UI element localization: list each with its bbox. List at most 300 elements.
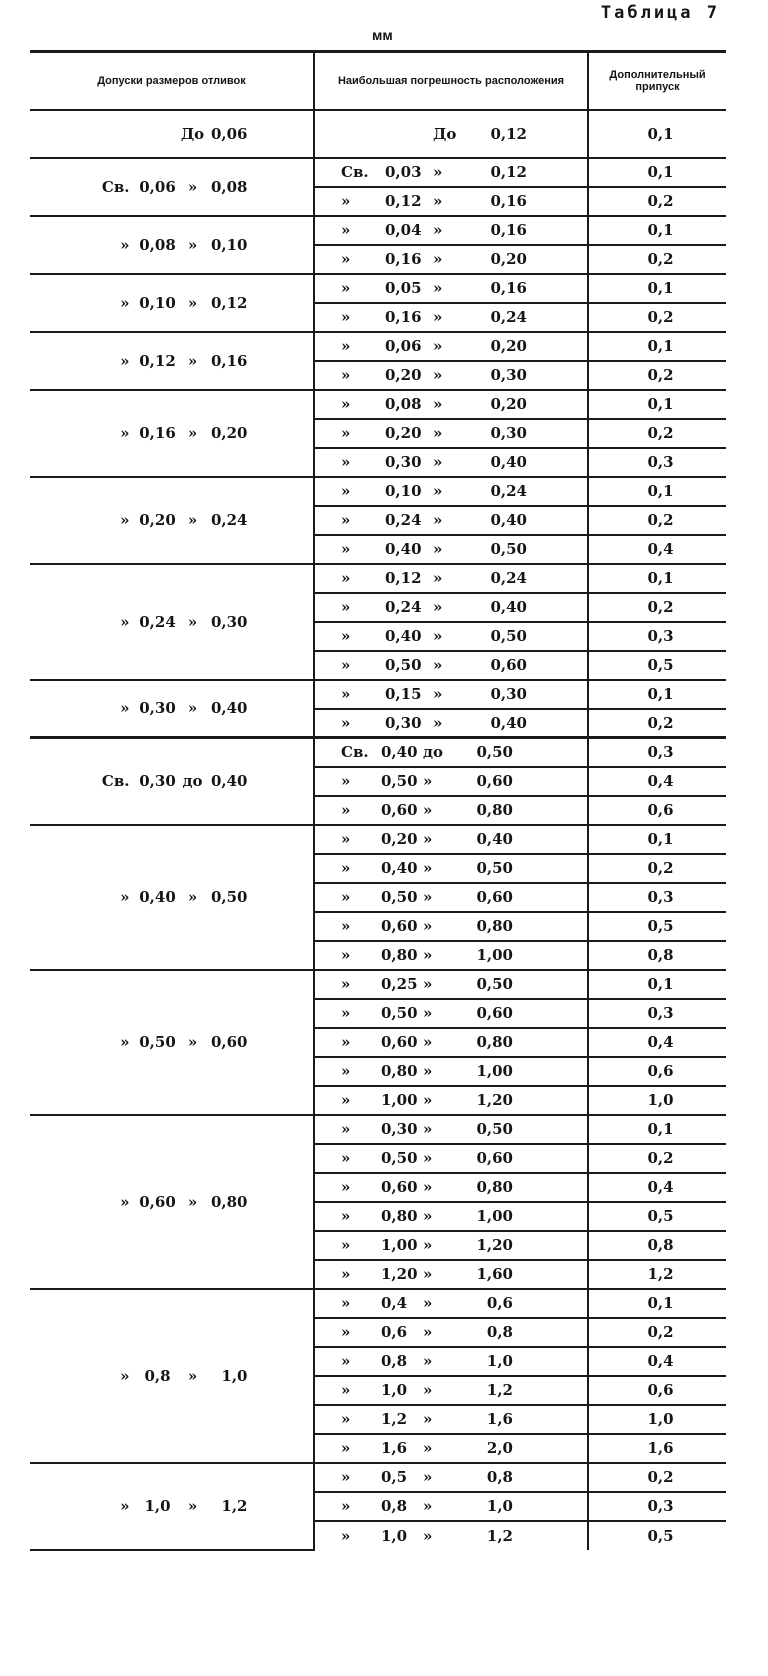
error-conj: » — [433, 366, 443, 384]
tolerance-to: 0,24 — [210, 511, 248, 529]
tolerance-conj: » — [187, 1192, 198, 1211]
table-row — [30, 158, 726, 187]
table-body — [30, 110, 726, 1550]
error-from: 0,60 — [381, 1033, 418, 1051]
error-from: 0,60 — [381, 917, 418, 935]
tolerance-from: 0,30 — [139, 772, 176, 791]
allowance-cell: 0,2 — [588, 303, 726, 332]
error-cell — [314, 332, 588, 361]
allowance-cell: 0,2 — [588, 1463, 726, 1492]
error-cell — [314, 1231, 588, 1260]
error-cell — [314, 506, 588, 535]
error-from: 0,08 — [385, 395, 422, 413]
allowance-cell: 0,2 — [588, 854, 726, 883]
error-from: 0,03 — [385, 163, 422, 181]
error-prefix: » — [341, 453, 351, 471]
error-conj: до — [423, 743, 444, 762]
error-cell — [314, 651, 588, 680]
error-to: 0,80 — [476, 917, 513, 935]
tolerance-range — [96, 511, 248, 529]
error-prefix: » — [341, 337, 351, 355]
error-to: 1,2 — [486, 1381, 513, 1399]
tolerance-cell — [30, 158, 314, 216]
error-from: 0,8 — [381, 1497, 408, 1515]
error-from: 0,12 — [385, 192, 422, 210]
error-prefix: » — [341, 801, 351, 819]
tolerance-prefix: » — [120, 1192, 130, 1211]
allowance-cell: 0,3 — [588, 738, 726, 767]
error-cell — [314, 854, 588, 883]
tolerance-to: 0,10 — [210, 235, 248, 254]
error-prefix: » — [341, 424, 351, 442]
error-prefix: » — [341, 1207, 351, 1225]
tolerance-conj: » — [187, 177, 198, 196]
error-from: 1,00 — [381, 1236, 418, 1254]
table-row — [30, 216, 726, 245]
tolerance-to: 0,06 — [210, 124, 248, 143]
error-from: 1,6 — [381, 1439, 408, 1457]
error-to: 0,60 — [476, 888, 513, 906]
tolerance-from: 0,16 — [139, 424, 176, 442]
allowance-cell: 0,1 — [588, 1289, 726, 1318]
error-from: 0,50 — [381, 772, 418, 790]
error-prefix: » — [341, 366, 351, 384]
allowance-cell: 0,6 — [588, 1057, 726, 1086]
error-conj: » — [423, 1323, 433, 1341]
allowance-cell: 0,5 — [588, 651, 726, 680]
tolerance-cell — [30, 825, 314, 970]
tolerance-range — [96, 1497, 248, 1515]
error-prefix: » — [341, 1526, 351, 1545]
error-cell — [314, 419, 588, 448]
error-from: 0,20 — [385, 424, 422, 442]
error-prefix: » — [341, 1352, 351, 1370]
tolerance-conj: » — [187, 351, 198, 370]
tolerance-cell — [30, 216, 314, 274]
tolerance-conj: » — [187, 293, 198, 312]
tolerance-prefix: » — [120, 235, 130, 254]
error-cell — [314, 361, 588, 390]
error-to: 1,0 — [486, 1352, 513, 1370]
error-to: 0,50 — [476, 743, 513, 762]
error-conj: » — [433, 395, 443, 413]
error-to: 0,50 — [490, 627, 527, 645]
tolerance-prefix: » — [120, 351, 130, 370]
error-prefix: » — [341, 395, 351, 413]
allowance-cell: 0,2 — [588, 361, 726, 390]
tolerance-to: 0,40 — [210, 772, 248, 791]
tolerance-range — [96, 1193, 248, 1211]
tolerance-range — [96, 236, 248, 254]
error-prefix: » — [341, 859, 351, 877]
col-header-tolerance: Допуски размеров отливок — [30, 52, 314, 110]
tolerance-conj: » — [187, 699, 198, 718]
col-header-error: Наибольшая погрешность расположения — [314, 52, 588, 110]
error-prefix: » — [341, 1062, 351, 1080]
error-to: 0,40 — [490, 511, 527, 529]
error-cell — [314, 245, 588, 274]
error-from: 0,8 — [381, 1352, 408, 1370]
error-cell — [314, 477, 588, 506]
error-from: 0,05 — [385, 279, 422, 297]
error-prefix: » — [341, 250, 351, 268]
table-row — [30, 825, 726, 854]
error-to: 0,50 — [476, 1120, 513, 1138]
allowance-cell: 0,8 — [588, 1231, 726, 1260]
error-from: 0,40 — [385, 627, 422, 645]
allowance-cell: 0,1 — [588, 390, 726, 419]
error-prefix: » — [341, 1381, 351, 1399]
allowance-cell: 0,1 — [588, 274, 726, 303]
table-row — [30, 1289, 726, 1318]
error-from: 1,20 — [381, 1265, 418, 1283]
error-from: 0,06 — [385, 337, 422, 355]
error-cell — [314, 1086, 588, 1115]
error-to: 0,20 — [490, 337, 527, 355]
error-prefix: » — [341, 221, 351, 239]
error-conj: » — [433, 511, 443, 529]
error-to: 0,50 — [490, 540, 527, 558]
tolerance-conj: » — [187, 612, 198, 631]
allowance-cell: 0,1 — [588, 216, 726, 245]
error-conj: » — [433, 192, 443, 210]
error-prefix: » — [341, 1265, 351, 1283]
error-from: 0,16 — [385, 308, 422, 326]
tolerance-range — [96, 125, 248, 143]
error-prefix: » — [341, 975, 351, 993]
allowance-cell: 0,5 — [588, 912, 726, 941]
error-conj: » — [423, 801, 433, 819]
tolerance-to: 0,12 — [210, 293, 248, 312]
header-row — [30, 52, 726, 110]
error-cell — [314, 825, 588, 854]
allowance-cell: 0,3 — [588, 448, 726, 477]
allowance-cell: 0,3 — [588, 999, 726, 1028]
error-cell — [314, 187, 588, 216]
error-to: 0,60 — [476, 772, 513, 790]
error-cell — [314, 448, 588, 477]
error-to: 1,20 — [476, 1236, 513, 1254]
error-to: 0,16 — [490, 279, 527, 297]
error-conj: » — [423, 1352, 433, 1370]
allowance-cell: 0,2 — [588, 1318, 726, 1347]
error-from: 0,4 — [381, 1294, 408, 1312]
error-to: 1,6 — [486, 1410, 513, 1428]
error-cell — [314, 1028, 588, 1057]
error-conj: » — [423, 1526, 433, 1545]
tolerance-prefix: » — [120, 1033, 130, 1051]
col-header-allowance: Дополнительный припуск — [588, 52, 726, 110]
error-prefix: » — [341, 1497, 351, 1515]
error-conj: » — [423, 1033, 433, 1051]
tolerance-from: 0,06 — [139, 177, 176, 196]
error-to: 0,12 — [490, 124, 527, 143]
tolerance-conj: » — [187, 235, 198, 254]
error-cell — [314, 1115, 588, 1144]
tolerance-from: 0,60 — [139, 1192, 176, 1211]
error-prefix: » — [341, 1410, 351, 1428]
tolerance-to: 1,0 — [221, 1366, 248, 1385]
allowance-cell: 0,4 — [588, 1347, 726, 1376]
error-conj: » — [423, 888, 433, 906]
error-prefix: » — [341, 1178, 351, 1196]
tolerance-range — [96, 424, 248, 442]
table-row — [30, 332, 726, 361]
error-cell — [314, 535, 588, 564]
error-conj: » — [433, 424, 443, 442]
error-conj: » — [423, 1294, 433, 1312]
allowance-cell: 0,1 — [588, 564, 726, 593]
tolerance-cell — [30, 1289, 314, 1463]
error-from: 0,30 — [385, 713, 422, 732]
tolerance-conj: » — [187, 424, 198, 442]
tolerance-prefix: » — [120, 511, 130, 529]
error-conj: » — [423, 830, 433, 848]
tolerance-prefix: » — [120, 1366, 130, 1385]
error-prefix: » — [341, 1033, 351, 1051]
error-to: 0,8 — [486, 1468, 513, 1486]
error-conj: » — [423, 772, 433, 790]
table-row — [30, 970, 726, 999]
error-prefix: » — [341, 1120, 351, 1138]
error-prefix: » — [341, 1004, 351, 1022]
tolerance-to: 0,16 — [210, 351, 248, 370]
error-from: 0,16 — [385, 250, 422, 268]
error-cell — [314, 1202, 588, 1231]
error-to: 1,2 — [486, 1526, 513, 1545]
table-row — [30, 1463, 726, 1492]
error-to: 0,80 — [476, 801, 513, 819]
error-to: 0,16 — [490, 192, 527, 210]
error-conj: » — [433, 163, 443, 181]
error-from: 0,50 — [381, 1149, 418, 1167]
tolerance-range — [96, 294, 248, 312]
table-number: Таблица 7 — [600, 3, 720, 23]
tolerance-range — [96, 178, 248, 196]
tolerance-cell — [30, 970, 314, 1115]
error-conj: » — [433, 337, 443, 355]
error-cell — [314, 622, 588, 651]
allowance-cell: 0,6 — [588, 796, 726, 825]
allowance-cell: 0,4 — [588, 1173, 726, 1202]
error-conj: » — [433, 569, 443, 587]
error-prefix: » — [341, 917, 351, 935]
error-conj: » — [433, 308, 443, 326]
error-cell — [314, 1289, 588, 1318]
error-to: 0,16 — [490, 221, 527, 239]
error-cell — [314, 1405, 588, 1434]
error-to: 0,24 — [490, 308, 527, 326]
tolerance-conj: » — [187, 1366, 198, 1385]
allowance-cell: 0,4 — [588, 767, 726, 796]
error-cell — [314, 999, 588, 1028]
tolerance-prefix: Св. — [101, 772, 130, 791]
error-conj: » — [423, 946, 433, 964]
error-cell — [314, 738, 588, 767]
allowance-cell: 0,1 — [588, 970, 726, 999]
error-to: 0,80 — [476, 1178, 513, 1196]
error-to: 1,20 — [476, 1091, 513, 1109]
error-cell — [314, 1173, 588, 1202]
error-prefix: » — [341, 540, 351, 558]
error-to: 0,60 — [490, 656, 527, 674]
units-label: мм — [372, 27, 393, 43]
tolerance-conj: » — [187, 511, 198, 529]
error-to: 1,0 — [486, 1497, 513, 1515]
error-conj: » — [423, 1207, 433, 1225]
error-to: 0,30 — [490, 366, 527, 384]
table-row — [30, 1115, 726, 1144]
error-cell — [314, 303, 588, 332]
tolerance-cell — [30, 110, 314, 158]
error-conj: » — [423, 1265, 433, 1283]
error-to: 0,40 — [476, 830, 513, 848]
tolerance-to: 0,80 — [210, 1192, 248, 1211]
tolerance-from: 0,24 — [139, 612, 176, 631]
tolerance-from: 0,20 — [139, 511, 176, 529]
table-row — [30, 274, 726, 303]
error-to: 1,00 — [476, 1207, 513, 1225]
error-conj: » — [423, 1091, 433, 1109]
allowance-cell: 0,1 — [588, 158, 726, 187]
allowance-cell: 0,2 — [588, 593, 726, 622]
tolerance-prefix: » — [120, 699, 130, 718]
error-prefix: » — [341, 1468, 351, 1486]
tolerance-cell — [30, 1463, 314, 1550]
error-prefix: » — [341, 1439, 351, 1457]
error-conj: » — [423, 975, 433, 993]
error-to: 0,6 — [486, 1294, 513, 1312]
allowance-cell: 0,1 — [588, 825, 726, 854]
error-cell — [314, 970, 588, 999]
error-cell — [314, 1057, 588, 1086]
table-row — [30, 390, 726, 419]
error-conj: » — [423, 1439, 433, 1457]
error-from: 0,40 — [381, 743, 418, 762]
error-conj: » — [433, 598, 443, 616]
table-row — [30, 477, 726, 506]
tolerance-from: 0,8 — [144, 1366, 171, 1385]
tolerance-conj: » — [187, 1033, 198, 1051]
error-from: 0,04 — [385, 221, 422, 239]
allowance-cell: 0,1 — [588, 477, 726, 506]
error-prefix: » — [341, 511, 351, 529]
error-from: 0,20 — [385, 366, 422, 384]
tolerance-range — [96, 352, 248, 370]
allowance-cell: 0,4 — [588, 1028, 726, 1057]
error-from: 0,15 — [385, 685, 422, 703]
table-row — [30, 680, 726, 709]
error-cell — [314, 158, 588, 187]
error-to: 0,40 — [490, 713, 527, 732]
error-prefix: » — [341, 192, 351, 210]
error-conj: » — [423, 1381, 433, 1399]
error-to: 1,00 — [476, 1062, 513, 1080]
tolerance-to: 0,30 — [210, 612, 248, 631]
tolerance-range — [96, 699, 248, 717]
tolerance-cell — [30, 390, 314, 477]
error-from: 0,30 — [385, 453, 422, 471]
error-to: 1,60 — [476, 1265, 513, 1283]
tolerance-range — [96, 1367, 248, 1385]
tolerance-from: 0,08 — [139, 235, 176, 254]
allowance-cell: 0,8 — [588, 941, 726, 970]
error-conj: » — [423, 1410, 433, 1428]
error-from: 0,12 — [385, 569, 422, 587]
error-from: 0,60 — [381, 1178, 418, 1196]
error-to: 0,20 — [490, 250, 527, 268]
error-conj: » — [433, 279, 443, 297]
allowance-cell: 0,1 — [588, 680, 726, 709]
error-conj: » — [423, 1004, 433, 1022]
tolerance-from: 0,40 — [139, 888, 176, 906]
tolerance-to: 0,50 — [210, 888, 248, 906]
error-prefix: » — [341, 569, 351, 587]
error-conj: » — [433, 482, 443, 500]
error-prefix: » — [341, 1149, 351, 1167]
error-cell — [314, 1492, 588, 1521]
allowance-cell: 0,4 — [588, 535, 726, 564]
error-from: 0,6 — [381, 1323, 408, 1341]
error-prefix: » — [341, 713, 351, 732]
allowance-cell: 0,5 — [588, 1202, 726, 1231]
tolerance-from: 1,0 — [144, 1497, 171, 1515]
tolerance-prefix: » — [120, 1497, 130, 1515]
tolerance-cell — [30, 274, 314, 332]
tolerance-prefix: Св. — [101, 177, 130, 196]
error-prefix: » — [341, 1236, 351, 1254]
error-prefix: » — [341, 946, 351, 964]
tolerance-from: 0,30 — [139, 699, 176, 718]
tolerance-prefix: » — [120, 293, 130, 312]
error-cell — [314, 912, 588, 941]
error-prefix: » — [341, 656, 351, 674]
allowance-cell: 1,0 — [588, 1086, 726, 1115]
tolerance-cell — [30, 680, 314, 738]
error-conj: » — [423, 859, 433, 877]
error-cell — [314, 1376, 588, 1405]
error-cell — [314, 1521, 588, 1550]
allowance-cell: 0,2 — [588, 245, 726, 274]
error-cell — [314, 564, 588, 593]
allowance-cell: 0,6 — [588, 1376, 726, 1405]
error-prefix: » — [341, 1091, 351, 1109]
error-to: 0,30 — [490, 424, 527, 442]
error-from: 1,0 — [381, 1526, 408, 1545]
error-cell — [314, 1318, 588, 1347]
error-conj: » — [423, 1236, 433, 1254]
error-from: 0,50 — [381, 888, 418, 906]
error-cell — [314, 796, 588, 825]
tolerance-cell — [30, 564, 314, 680]
allowance-cell: 0,2 — [588, 506, 726, 535]
tolerance-cell — [30, 477, 314, 564]
error-prefix: » — [341, 1323, 351, 1341]
error-prefix: Св. — [341, 743, 369, 762]
error-cell — [314, 1434, 588, 1463]
error-prefix: » — [341, 1294, 351, 1312]
error-to: 0,50 — [476, 859, 513, 877]
tolerance-conj: до — [182, 772, 203, 791]
error-cell — [314, 274, 588, 303]
error-prefix: » — [341, 279, 351, 297]
error-to: 2,0 — [486, 1439, 513, 1457]
allowance-cell: 0,2 — [588, 1144, 726, 1173]
error-to: 0,40 — [490, 453, 527, 471]
error-conj: » — [433, 250, 443, 268]
allowance-cell: 0,1 — [588, 1115, 726, 1144]
error-from: 0,40 — [381, 859, 418, 877]
